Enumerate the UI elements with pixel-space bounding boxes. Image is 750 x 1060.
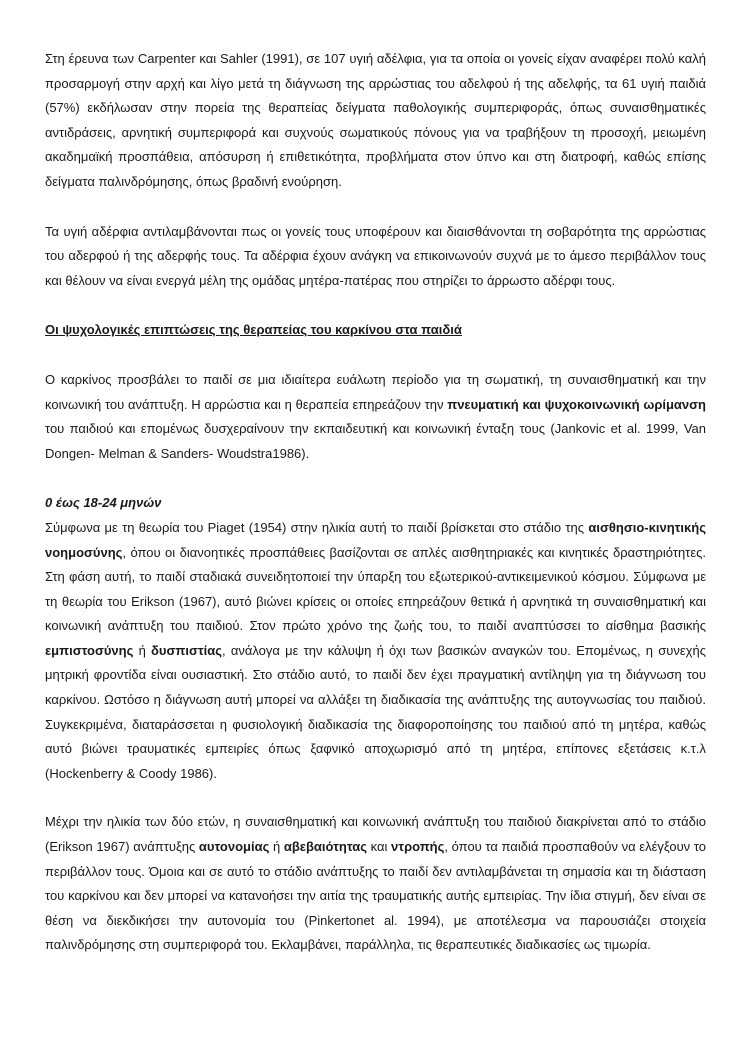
paragraph-spacer — [45, 293, 706, 318]
bold-term: πνευματική και ψυχοκοινωνική ωρίμανση — [447, 396, 706, 412]
paragraph-two-years — [45, 810, 706, 958]
text-run: Ο καρκίνος προσβάλει το παιδί σε μια ιδιαίτερα ευάλωτη περίοδο για τη σωματική, τη συναισθηματική και την κοινωνική του ανάπτυξη. Η αρρώστια και η θεραπεία επηρεάζουν την — [45, 371, 706, 412]
text-run: ή — [269, 839, 284, 855]
text-run: Μέχρι την ηλικία των δύο ετών, η συναισθηματική και κοινωνική ανάπτυξη του παιδιού διακρίνεται από το στάδιο (Erikson 1967) ανάπτυξης — [45, 814, 706, 855]
paragraph-carpenter-sahler-study: Στη έρευνα των Carpenter και Sahler (1991), σε 107 υγιή αδέλφια, για τα οποία οι γονείς είχαν αναφέρει πολύ καλή προσαρμογή στην αρχή και λίγο μετά τη διάγνωση της αρρώστιας του αδελφού ή της αδελφής, τα 61 υγιή παιδιά (57%) εκδήλωσαν στην πορεία της θεραπείας δείγματα παθολογικής συμπεριφοράς, όπως συναισθηματικές αντιδράσεις, αρνητική συμπεριφορά και συχνούς σωματικούς πόνους για να τραβήξουν τη προσοχή, μειωμένη ακαδημαϊκή προσπάθεια, απόσυρση ή επιθετικότητα, προβλήματα στον ύπνο και στη διατροφή, καθώς επίσης δείγματα παλινδρόμησης, όπως βραδινή ενούρηση. — [45, 51, 706, 189]
text-run: , ανάλογα με την κάλυψη ή όχι των βασικών αναγκών του. Επομένως, η συνεχής μητρική φροντίδα είναι ουσιαστική. Στο στάδιο αυτό, το παιδί δεν έχει πραγματική αντίληψη για τη διάγνωση του καρκίνου. Ωστόσο η διάγνωση αυτή μπορεί να αλλάξει τη διαδικασία της ανάπτυξης της αυτογνωσίας του παιδιού. Συγκεκριμένα, διαταράσσεται η φυσιολογική διαδικασία της διαφοροποίησης του παιδιού από τη μητέρα, καθώς αυτό βιώνει τραυματικές εμπειρίες όπως ξαφνικό αποχωρισμό από τη μητέρα, επίπονες εξετάσεις κ.τ.λ (Hockenberry & Coody 1986). — [45, 642, 706, 781]
bold-term: ντροπής — [391, 839, 445, 855]
bold-term: εμπιστοσύνης — [45, 642, 134, 658]
text-run: , όπου τα παιδιά προσπαθούν να ελέγξουν το περιβάλλον τους. Όμοια και σε αυτό το στάδιο ανάπτυξης το παιδί δεν αντιλαμβάνεται τη σημασία και τη διάσταση του καρκίνου και δεν μπορεί να κατανοήσει την αιτία της τραυματικής αυτής εμπειρίας. Την ίδια στιγμή, δεν είναι σε θέση να διεκδικήσει την αυτονομία του (Pinkertonet al. 1994), με αποτέλεσμα να παρουσιάζει στοιχεία παλινδρόμησης στη συμπεριφορά του. Εκλαμβάνει, παράλληλα, τις θεραπευτικές διαδικασίες ως τιμωρία. — [45, 839, 706, 953]
text-run: Σύμφωνα με τη θεωρία του Piaget (1954) στην ηλικία αυτή το παιδί βρίσκεται στο στάδιο της — [45, 519, 589, 535]
text-run: ή — [133, 642, 152, 658]
paragraph-cancer-development — [45, 368, 706, 466]
bold-term: αυτονομίας — [198, 839, 270, 855]
bold-term: δυσπιστίας — [151, 642, 222, 658]
text-run: , όπου οι διανοητικές προσπάθειες βασίζονται σε απλές αισθητηριακές και κινητικές δραστηριότητες. Στη φάση αυτή, το παιδί σταδιακά συνειδητοποιεί την ύπαρξη του εξωτερικού-αντικειμενικού κόσμου. Σύμφωνα με τη θεωρία του Erikson (1967), αυτό βιώνει κρίσεις οι οποίες επηρεάζουν θετικά ή αρνητικά τη συναισθηματική και κοινωνική ανάπτυξη του παιδιού. Στον πρώτο χρόνο της ζωής του, το παιδί αναπτύσσει το αίσθημα βασικής — [45, 544, 706, 634]
paragraph-piaget-erikson — [45, 516, 706, 787]
document-page — [45, 47, 706, 958]
text-run: του παιδιού και επομένως δυσχεραίνουν την εκπαιδευτική και κοινωνική ένταξη τους (Jankovic et al. 1999, Van Dongen- Melman & Sanders- Woudstra1986). — [45, 421, 706, 461]
paragraph-spacer — [45, 343, 706, 368]
paragraph-healthy-siblings: Τα υγιή αδέρφια αντιλαμβάνονται πως οι γονείς τους υποφέρουν και διαισθάνονται τη σοβαρότητα της αρρώστιας του αδερφού ή της αδερφής τους. Τα αδέρφια έχουν ανάγκη να επικοινωνούν συχνά με το άμεσο περιβάλλον τους και θέλουν να είναι ενεργά μέλη της ομάδας μητέρα-πατέρας που στηρίζει το άρρωστο αδέρφι τους. — [45, 223, 706, 288]
bold-term: αβεβαιότητας — [283, 839, 368, 855]
paragraph-spacer — [45, 195, 706, 220]
paragraph-spacer — [45, 466, 706, 491]
paragraph-spacer — [45, 786, 706, 810]
bold-term: αισθησιο-κινητικής νοημοσύνης — [45, 519, 706, 560]
section-heading: Οι ψυχολογικές επιπτώσεις της θεραπείας του καρκίνου στα παιδιά — [45, 322, 462, 338]
age-subheading: 0 έως 18-24 μηνών — [45, 495, 162, 511]
text-run: και — [367, 839, 392, 855]
